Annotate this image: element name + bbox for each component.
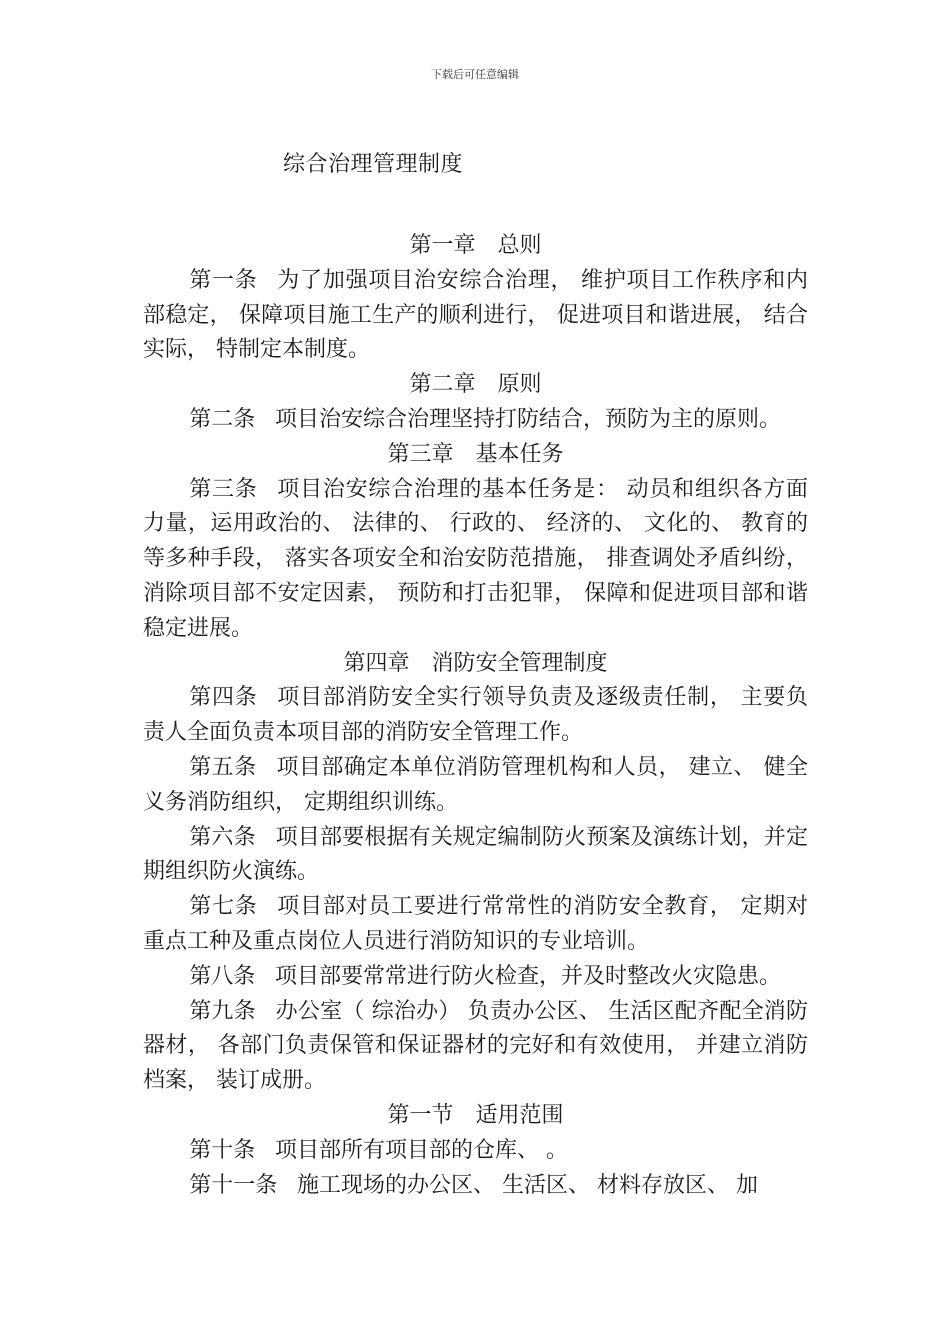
article-number: 第八条 bbox=[189, 963, 256, 989]
article-number: 第五条 bbox=[189, 754, 257, 780]
chapter-number: 第三章 bbox=[387, 441, 454, 467]
article-number: 第一条 bbox=[189, 267, 258, 293]
article-text: 项目部确定本单位消防管理机构和人员， 建立、 健全义务消防组织， 定期组织训练。 bbox=[143, 754, 808, 815]
article bbox=[143, 264, 808, 368]
article bbox=[143, 1169, 808, 1204]
chapter-number: 第二章 bbox=[409, 372, 476, 398]
article bbox=[143, 473, 808, 647]
chapter-name: 基本任务 bbox=[475, 441, 564, 467]
chapter-name: 消防安全管理制度 bbox=[431, 650, 608, 676]
article-number: 第十一条 bbox=[189, 1172, 278, 1198]
article-text: 项目治安综合治理的基本任务是： 动员和组织各方面力量，运用政治的、 法律的、 行政的、 经济的、 文化的、 教育的等多种手段， 落实各项安全和治安防范措施， 排查调处矛盾纠纷， 消除项目部不安定因素， 预防和打击犯罪， 保障和促进项目部和谐稳定进展。 bbox=[143, 476, 808, 641]
article-number: 第六条 bbox=[189, 824, 256, 850]
article bbox=[143, 751, 808, 821]
chapter-heading bbox=[143, 647, 808, 682]
article bbox=[143, 995, 808, 1099]
article-text: 项目治安综合治理坚持打防结合，预防为主的原则。 bbox=[275, 406, 782, 432]
chapter-heading bbox=[143, 368, 808, 403]
section-name: 适用范围 bbox=[475, 1102, 564, 1128]
article bbox=[143, 821, 808, 891]
article-number: 第十条 bbox=[189, 1137, 256, 1163]
article-text: 项目部所有项目部的仓库、 。 bbox=[275, 1137, 568, 1163]
article-number: 第七条 bbox=[189, 894, 258, 920]
article-number: 第二条 bbox=[189, 406, 256, 432]
article bbox=[143, 1134, 808, 1169]
article bbox=[143, 403, 808, 438]
article-text: 办公室（ 综治办） 负责办公区、 生活区配齐配全消防器材， 各部门负责保管和保证器材的完好和有效使用， 并建立消防档案， 装订成册。 bbox=[143, 998, 808, 1094]
chapter-name: 总则 bbox=[497, 233, 542, 258]
chapter-heading bbox=[143, 229, 808, 264]
article bbox=[143, 681, 808, 751]
article bbox=[143, 960, 808, 995]
section-number: 第一节 bbox=[387, 1102, 454, 1128]
chapter-name: 原则 bbox=[497, 372, 542, 398]
article-number: 第四条 bbox=[189, 685, 258, 711]
article bbox=[143, 890, 808, 960]
chapter-number: 第一章 bbox=[409, 233, 476, 258]
article-number: 第九条 bbox=[189, 998, 256, 1024]
document-title: 综合治理管理制度 bbox=[283, 152, 464, 177]
chapter-number: 第四章 bbox=[343, 650, 410, 676]
chapter-heading bbox=[143, 438, 808, 473]
article-text: 项目部对员工要进行常常性的消防安全教育， 定期对重点工种及重点岗位人员进行消防知识的专业培训。 bbox=[143, 894, 808, 954]
article-text: 为了加强项目治安综合治理， 维护项目工作秩序和内部稳定， 保障项目施工生产的顺利进行， 促进项目和谐进展， 结合实际， 特制定本制度。 bbox=[143, 267, 808, 363]
article-text: 项目部要常常进行防火检查，并及时整改火灾隐患。 bbox=[275, 963, 782, 989]
article-text: 项目部要根据有关规定编制防火预案及演练计划，并定期组织防火演练。 bbox=[143, 824, 808, 885]
article-text: 施工现场的办公区、 生活区、 材料存放区、 加 bbox=[297, 1172, 758, 1198]
article-text: 项目部消防安全实行领导负责及逐级责任制， 主要负责人全面负责本项目部的消防安全管理工作。 bbox=[143, 685, 808, 746]
header-note: 下载后可任意编辑 bbox=[431, 68, 519, 81]
document-body bbox=[143, 229, 808, 1203]
section-heading bbox=[143, 1099, 808, 1134]
article-number: 第三条 bbox=[189, 476, 258, 502]
